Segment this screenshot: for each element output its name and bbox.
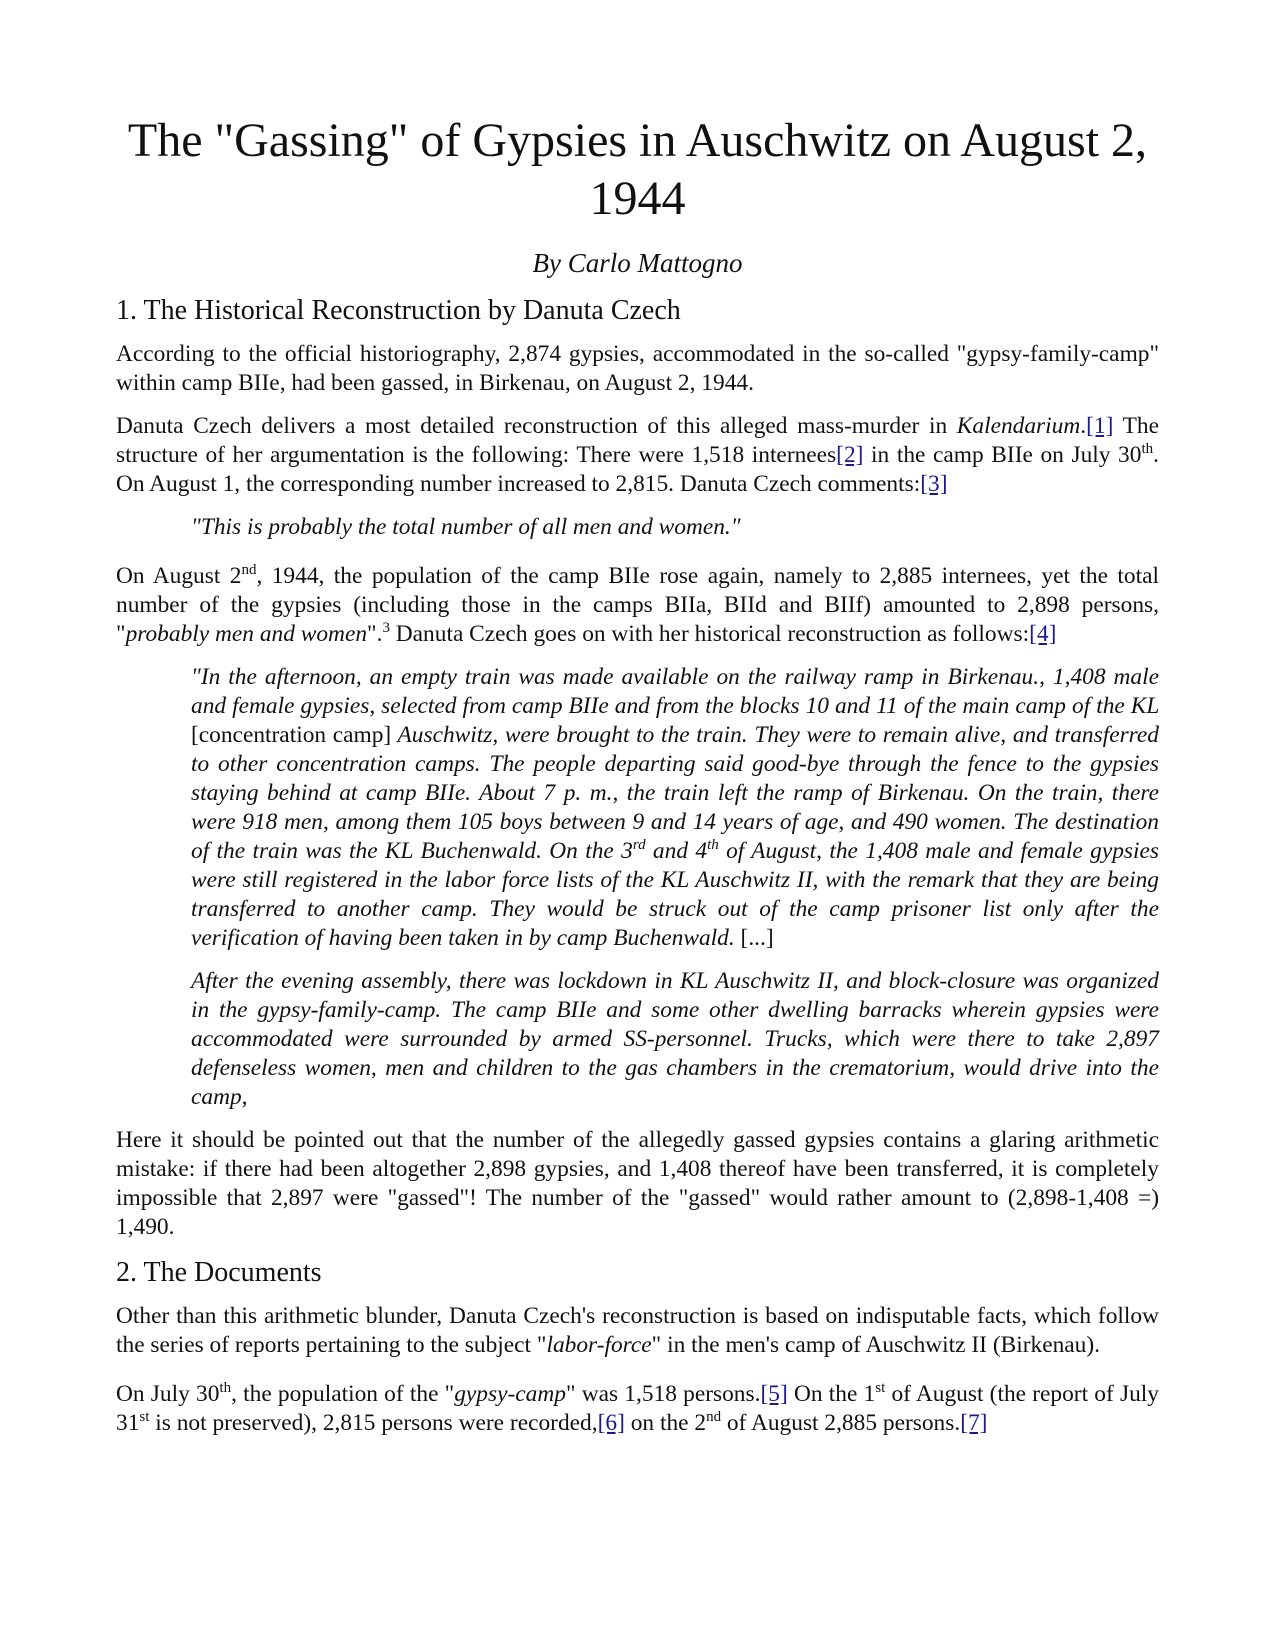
text: . — [1080, 413, 1087, 439]
superscript: 3 — [382, 620, 390, 637]
superscript: th — [707, 837, 719, 854]
text: Auschwitz, were brought to the train. They were to remain alive, and transferred to other concentration camps. The people departing said good-bye through the fence to the gypsies staying behind at camp BIIe. About 7 p. m., the train left the ramp of Birkenau. On the train, there were 918 men, among them 105 boys between 9 and 14 years of age, and 490 women. The destination of the train was the KL Buchenwald. On the 3 — [191, 722, 1159, 864]
text: of August (the report of July 31 — [116, 1381, 1159, 1436]
footnote-link-3[interactable]: [3] — [920, 471, 948, 497]
text: on the 2 — [624, 1410, 707, 1436]
superscript: th — [219, 1380, 232, 1397]
text: On the 1 — [787, 1381, 876, 1407]
ellipsis: [...] — [734, 925, 774, 951]
superscript: nd — [241, 562, 257, 579]
footnote-link-2[interactable]: [2] — [836, 442, 864, 468]
text: " in the men's camp of Auschwitz II (Birkenau). — [651, 1332, 1100, 1358]
footnote-link-1[interactable]: [1] — [1086, 413, 1114, 439]
footnote-link-7[interactable]: [7] — [960, 1410, 988, 1436]
text: of August 2,885 persons. — [721, 1410, 961, 1436]
text: Danuta Czech goes on with her historical reconstruction as follows: — [389, 621, 1030, 647]
text: Danuta Czech delivers a most detailed reconstruction of this alleged mass-murder in — [116, 413, 957, 439]
editorial-insert: [concentration camp] — [191, 722, 392, 748]
superscript: rd — [632, 837, 646, 854]
text: and 4 — [645, 838, 708, 864]
block-quote: "This is probably the total number of all men and women." — [191, 514, 741, 540]
paragraph: According to the official historiography, 2,874 gypsies, accommodated in the so-called "gypsy-family-camp" within camp BIIe, had been gassed, in Birkenau, on August 2, 1944. — [116, 341, 1159, 396]
superscript: th — [1141, 441, 1154, 458]
paragraph — [116, 1302, 1159, 1360]
byline: By Carlo Mattogno — [532, 248, 743, 278]
paragraph — [116, 562, 1159, 649]
superscript: nd — [706, 1409, 722, 1426]
section-heading-1: 1. The Historical Reconstruction by Danuta Czech — [116, 295, 681, 326]
section-heading-2: 2. The Documents — [116, 1257, 322, 1288]
text: in the camp BIIe on July 30 — [863, 442, 1142, 468]
text: , 1944, the population of the camp BIIe rose again, namely to 2,885 internees, yet the total number of the gypsies (including those in the camps BIIa, BIId and BIIf) amounted to 2,898 persons, " — [116, 563, 1159, 647]
text: On August 2 — [116, 563, 242, 589]
footnote-link-6[interactable]: [6] — [597, 1410, 625, 1436]
book-title: Kalendarium — [956, 413, 1081, 439]
paragraph: Here it should be pointed out that the number of the allegedly gassed gypsies contains a glaring arithmetic mistake: if there had been altogether 2,898 gypsies, and 1,408 thereof have been transferred, it is completely impossible that 2,897 were "gassed"! The number of the "gassed" would rather amount to (2,898-1,408 =) 1,490. — [116, 1127, 1159, 1240]
page-title: The "Gassing" of Gypsies in Auschwitz on August 2, 1944 — [127, 114, 1148, 225]
paragraph — [116, 412, 1159, 499]
superscript: st — [139, 1409, 150, 1426]
text: The structure of her argumentation is the following: There were 1,518 internees — [116, 413, 1159, 468]
text: Other than this arithmetic blunder, Danuta Czech's reconstruction is based on indisputable facts, which follow the series of reports pertaining to the subject " — [116, 1303, 1159, 1358]
footnote-link-5[interactable]: [5] — [760, 1381, 788, 1407]
emphasis: probably men and women — [125, 621, 368, 647]
paragraph — [116, 1380, 1159, 1438]
block-quote — [191, 663, 1159, 953]
text: "In the afternoon, an empty train was made available on the railway ramp in Birkenau., 1,408 male and female gypsies, selected from camp BIIe and from the blocks 10 and 11 of the main camp of the KL — [191, 664, 1159, 719]
text: is not preserved), 2,815 persons were recorded, — [149, 1410, 598, 1436]
text: " was 1,518 persons. — [565, 1381, 761, 1407]
text: of August, the 1,408 male and female gypsies were still registered in the labor force lists of the KL Auschwitz II, with the remark that they are being transferred to another camp. They would be struck out of the camp prisoner list only after the verification of having been taken in by camp Buchenwald. — [191, 838, 1160, 951]
text: On July 30 — [116, 1381, 220, 1407]
footnote-link-4[interactable]: [4] — [1029, 621, 1057, 647]
document-page — [116, 112, 1159, 1452]
emphasis: labor-force — [546, 1332, 652, 1358]
text: . On August 1, the corresponding number increased to 2,815. Danuta Czech comments: — [116, 442, 1159, 497]
block-quote: After the evening assembly, there was lockdown in KL Auschwitz II, and block-closure was organized in the gypsy-family-camp. The camp BIIe and some other dwelling barracks wherein gypsies were accommodated were surrounded by armed SS-personnel. Trucks, which were there to take 2,897 defenseless women, men and children to the gas chambers in the crematorium, would drive into the camp, — [191, 968, 1159, 1110]
superscript: st — [875, 1380, 886, 1397]
emphasis: gypsy-camp — [454, 1381, 566, 1407]
text: ". — [367, 621, 383, 647]
text: , the population of the " — [231, 1381, 455, 1407]
